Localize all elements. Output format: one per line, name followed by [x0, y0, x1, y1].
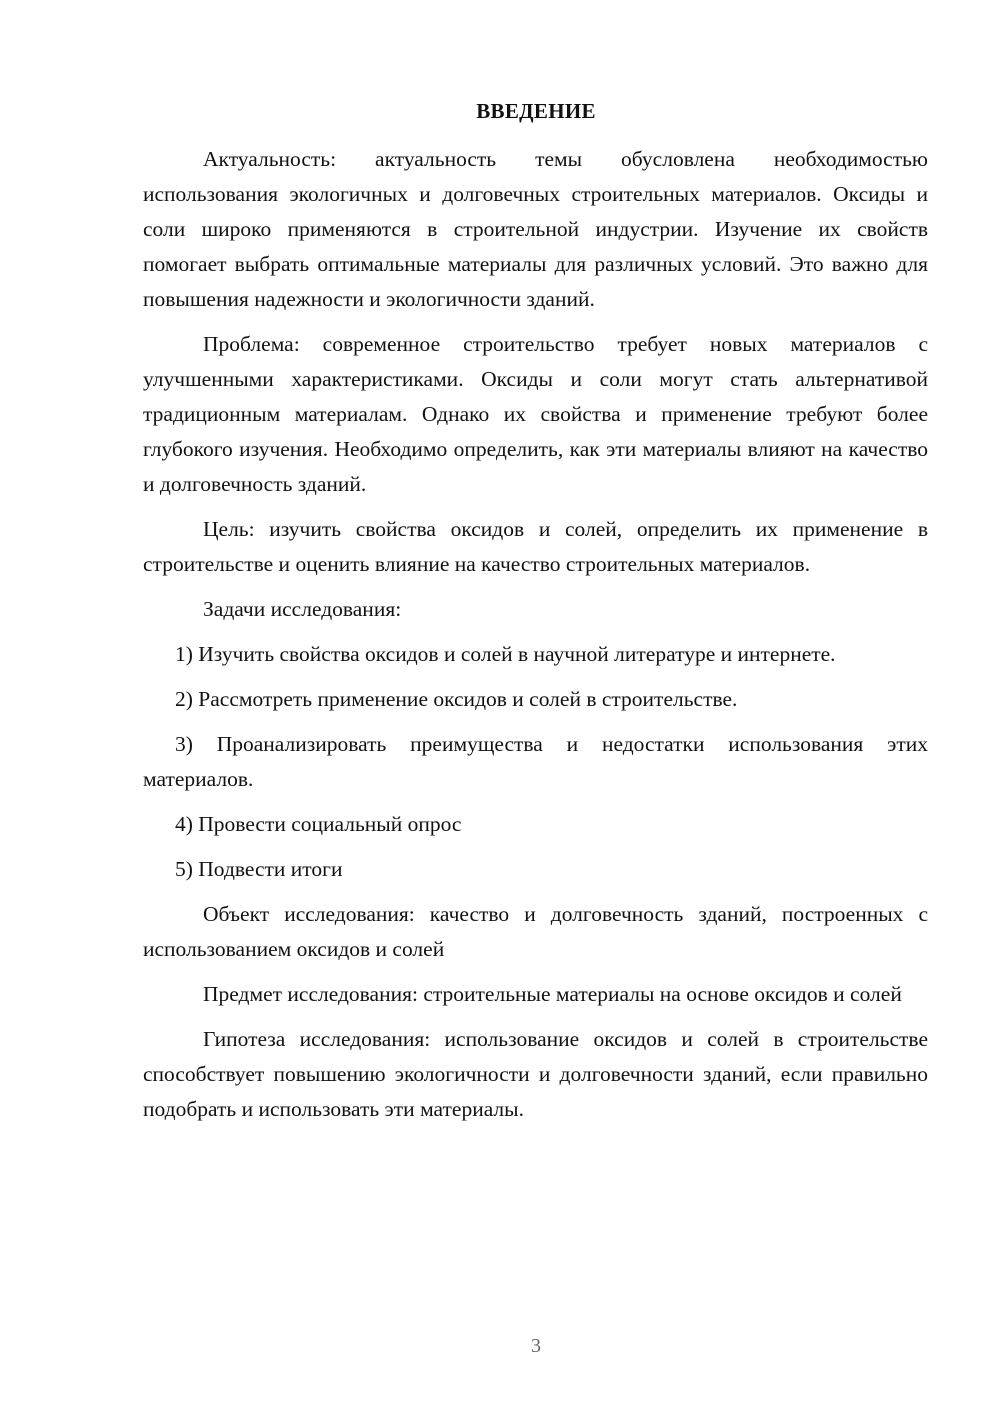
goal-paragraph: Цель: изучить свойства оксидов и солей, определить их применение в строительстве и оценить влияние на качество строительных материалов.	[143, 517, 928, 576]
list-item: 4) Провести социальный опрос	[175, 812, 462, 836]
hypothesis-paragraph: Гипотеза исследования: использование оксидов и солей в строительстве способствует повышению экологичности и долговечности зданий, если правильно подобрать и использовать эти материалы.	[143, 1027, 928, 1121]
tasks-heading: Задачи исследования:	[203, 597, 402, 621]
list-item: 2) Рассмотреть применение оксидов и солей в строительстве.	[175, 687, 738, 711]
problem-paragraph: Проблема: современное строительство требует новых материалов с улучшенными характеристиками. Оксиды и соли могут стать альтернативой традиционным материалам. Однако их свойства и применение требуют более глубокого изучения. Необходимо определить, как эти материалы влияют на качество и долговечность зданий.	[143, 332, 928, 496]
page-number: 3	[531, 1335, 541, 1357]
subject-paragraph: Предмет исследования: строительные материалы на основе оксидов и солей	[203, 982, 902, 1006]
list-item: 3) Проанализировать преимущества и недостатки использования этих материалов.	[143, 732, 928, 791]
body-text	[143, 142, 928, 1137]
object-paragraph: Объект исследования: качество и долговечность зданий, построенных с использованием оксидов и солей	[143, 902, 928, 961]
relevance-paragraph: Актуальность: актуальность темы обусловлена необходимостью использования экологичных и долговечных строительных материалов. Оксиды и соли широко применяются в строительной индустрии. Изучение их свойств помогает выбрать оптимальные материалы для различных условий. Это важно для повышения надежности и экологичности зданий.	[143, 147, 928, 311]
list-item: 5) Подвести итоги	[175, 857, 343, 881]
tasks-list	[143, 637, 928, 887]
section-heading: ВВЕДЕНИЕ	[476, 99, 596, 123]
list-item: 1) Изучить свойства оксидов и солей в научной литературе и интернете.	[175, 642, 836, 666]
